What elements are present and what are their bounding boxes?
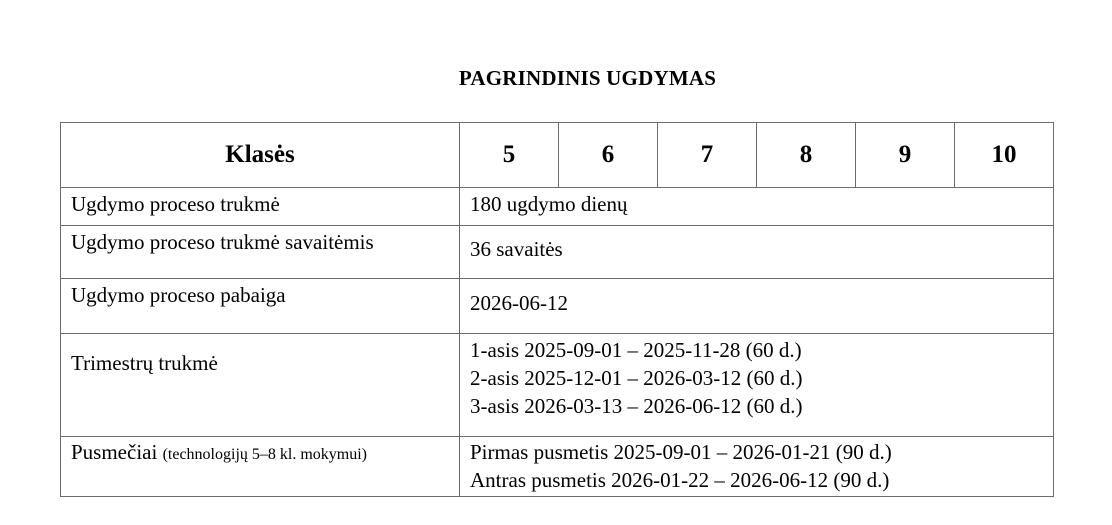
row-value	[460, 437, 1054, 497]
table-row	[61, 437, 1054, 497]
value-line: 36 savaitės	[470, 237, 563, 261]
row-label: Ugdymo proceso trukmė savaitėmis	[61, 226, 460, 279]
school-year-schedule-table	[60, 122, 1054, 497]
value-line: 2026-06-12	[470, 291, 568, 315]
header-label-classes: Klasės	[61, 123, 460, 188]
header-grade-9: 9	[856, 123, 955, 188]
row-label: Ugdymo proceso pabaiga	[61, 279, 460, 334]
table-row	[61, 334, 1054, 437]
header-grade-10: 10	[955, 123, 1054, 188]
row-value	[460, 188, 1054, 226]
table-row	[61, 279, 1054, 334]
value-line-semester-1: Pirmas pusmetis 2025-09-01 – 2026-01-21 (90 d.)	[470, 440, 892, 464]
value-line-trimester-1: 1-asis 2025-09-01 – 2025-11-28 (60 d.)	[470, 338, 802, 362]
row-label-note: (technologijų 5–8 kl. mokymui)	[162, 446, 367, 463]
row-label: Ugdymo proceso trukmė	[61, 188, 460, 226]
value-line: 180 ugdymo dienų	[470, 192, 628, 216]
row-label-text: Pusmečiai	[71, 440, 158, 464]
table-row	[61, 188, 1054, 226]
value-line-trimester-3: 3-asis 2026-03-13 – 2026-06-12 (60 d.)	[470, 394, 803, 418]
row-label	[61, 437, 460, 497]
table-header-row	[61, 123, 1054, 188]
header-grade-8: 8	[757, 123, 856, 188]
row-value	[460, 226, 1054, 279]
row-value	[460, 334, 1054, 437]
value-line-trimester-2: 2-asis 2025-12-01 – 2026-03-12 (60 d.)	[470, 366, 803, 390]
document-title: PAGRINDINIS UGDYMAS	[458, 66, 717, 90]
header-grade-6: 6	[559, 123, 658, 188]
value-line-semester-2: Antras pusmetis 2026-01-22 – 2026-06-12 (90 d.)	[470, 468, 890, 492]
table-row	[61, 226, 1054, 279]
header-grade-5: 5	[460, 123, 559, 188]
header-grade-7: 7	[658, 123, 757, 188]
row-label: Trimestrų trukmė	[61, 334, 460, 437]
row-value	[460, 279, 1054, 334]
